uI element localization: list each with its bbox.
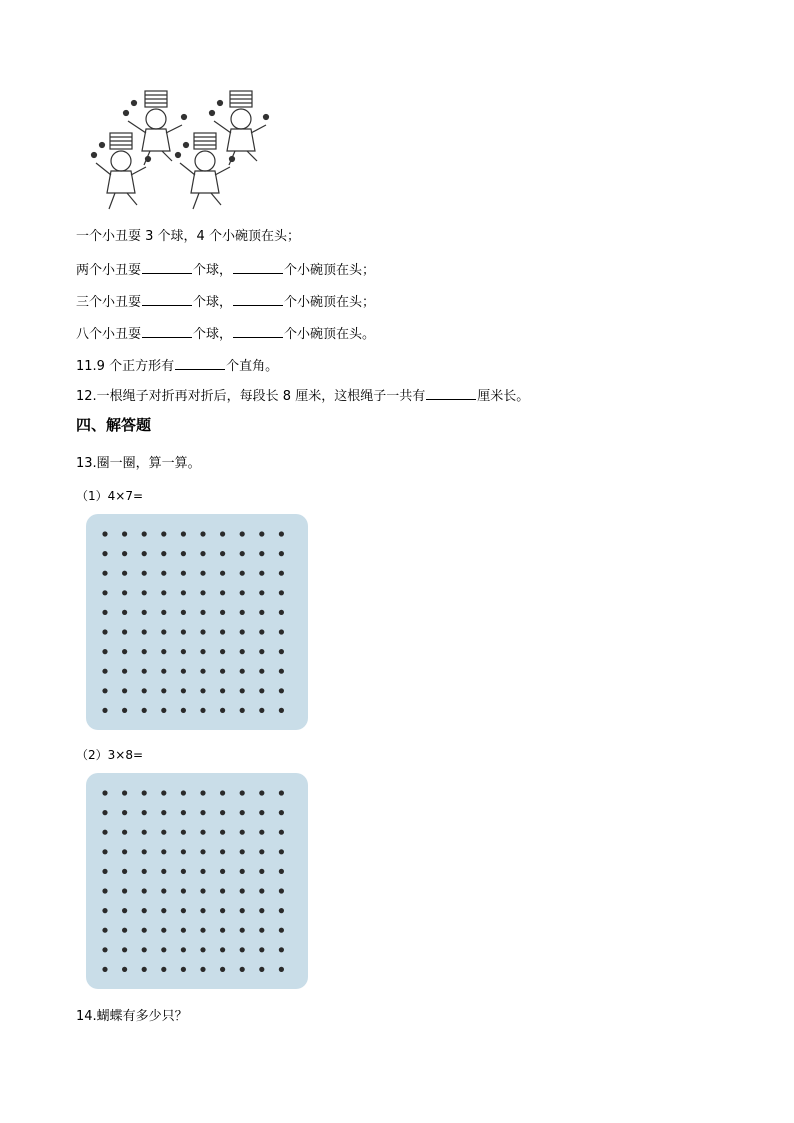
grid-dot bbox=[240, 708, 245, 713]
grid-dot bbox=[200, 928, 205, 933]
grid-dot bbox=[181, 688, 186, 693]
grid-dot bbox=[279, 551, 284, 556]
grid-dot bbox=[279, 947, 284, 952]
grid-dot bbox=[161, 571, 166, 576]
grid-dot bbox=[122, 810, 127, 815]
grid-dot bbox=[279, 590, 284, 595]
grid-dot bbox=[161, 869, 166, 874]
grid-dot bbox=[259, 947, 264, 952]
grid-dot bbox=[161, 590, 166, 595]
grid-dot bbox=[142, 649, 147, 654]
grid-dot bbox=[240, 551, 245, 556]
grid-dot bbox=[279, 928, 284, 933]
clown-figure-4 bbox=[176, 133, 235, 209]
grid-dot bbox=[240, 888, 245, 893]
grid-dot bbox=[122, 610, 127, 615]
grid-dot bbox=[102, 888, 107, 893]
grid-dot bbox=[122, 649, 127, 654]
grid-dot bbox=[122, 688, 127, 693]
grid-dot bbox=[161, 810, 166, 815]
grid-dot bbox=[200, 649, 205, 654]
grid-dot bbox=[102, 810, 107, 815]
grid-dot bbox=[161, 708, 166, 713]
grid-dot bbox=[220, 551, 225, 556]
grid-dot bbox=[279, 888, 284, 893]
grid-dot bbox=[102, 790, 107, 795]
grid-dot bbox=[142, 629, 147, 634]
text: 三个小丑耍 bbox=[76, 295, 142, 310]
grid-dot bbox=[142, 810, 147, 815]
grid-dot bbox=[279, 790, 284, 795]
grid-dot bbox=[259, 810, 264, 815]
grid-dot bbox=[142, 947, 147, 952]
answer-blank[interactable] bbox=[426, 386, 476, 400]
text: 厘米长。 bbox=[477, 389, 530, 404]
grid-dot bbox=[161, 669, 166, 674]
grid-dot bbox=[161, 688, 166, 693]
grid-dot bbox=[220, 629, 225, 634]
grid-dot bbox=[181, 790, 186, 795]
grid-dot bbox=[200, 551, 205, 556]
grid-dot bbox=[259, 790, 264, 795]
grid-dot bbox=[240, 531, 245, 536]
grid-dot bbox=[142, 551, 147, 556]
grid-dot bbox=[122, 967, 127, 972]
grid-dot bbox=[220, 967, 225, 972]
grid-dot bbox=[259, 590, 264, 595]
grid-dot bbox=[102, 571, 107, 576]
grid-dot bbox=[181, 888, 186, 893]
grid-dot bbox=[122, 928, 127, 933]
grid-dot bbox=[279, 708, 284, 713]
grid-dot bbox=[200, 790, 205, 795]
grid-dot bbox=[102, 590, 107, 595]
grid-dot bbox=[122, 790, 127, 795]
grid-dot bbox=[142, 571, 147, 576]
question-14-title: 14.蝴蝶有多少只？ bbox=[76, 1009, 188, 1024]
question-12 bbox=[76, 386, 529, 406]
grid-dot bbox=[240, 669, 245, 674]
text: 12.一根绳子对折再对折后，每段长 8 厘米，这根绳子一共有 bbox=[76, 389, 426, 404]
clowns-illustration bbox=[90, 85, 270, 213]
grid-dot bbox=[279, 669, 284, 674]
grid-dot bbox=[142, 830, 147, 835]
grid-dot bbox=[161, 849, 166, 854]
grid-dot bbox=[122, 888, 127, 893]
dot-grid-2[interactable] bbox=[86, 773, 308, 989]
grid-dot bbox=[279, 629, 284, 634]
grid-dot bbox=[220, 947, 225, 952]
grid-dot bbox=[279, 967, 284, 972]
grid-dot bbox=[240, 590, 245, 595]
question-13-title: 13.圈一圈，算一算。 bbox=[76, 456, 201, 471]
grid-dot bbox=[200, 571, 205, 576]
grid-dot bbox=[161, 928, 166, 933]
grid-dot bbox=[142, 688, 147, 693]
grid-dot bbox=[240, 830, 245, 835]
grid-dot bbox=[220, 590, 225, 595]
grid-dot bbox=[200, 610, 205, 615]
grid-dot bbox=[259, 908, 264, 913]
answer-blank[interactable] bbox=[142, 324, 192, 338]
question-13-part-1: （1）4×7= bbox=[76, 489, 144, 503]
grid-dot bbox=[220, 928, 225, 933]
text: 个直角。 bbox=[226, 359, 279, 374]
grid-dot bbox=[200, 669, 205, 674]
grid-dot bbox=[220, 688, 225, 693]
grid-dot bbox=[181, 531, 186, 536]
grid-dot bbox=[200, 810, 205, 815]
grid-dot bbox=[142, 790, 147, 795]
text: 个小碗顶在头； bbox=[284, 263, 376, 278]
grid-dot bbox=[142, 967, 147, 972]
grid-dot bbox=[220, 830, 225, 835]
grid-dot bbox=[142, 869, 147, 874]
grid-dot bbox=[259, 708, 264, 713]
grid-dot bbox=[220, 810, 225, 815]
grid-dot bbox=[122, 908, 127, 913]
grid-dot bbox=[142, 531, 147, 536]
grid-dot bbox=[200, 888, 205, 893]
grid-dot bbox=[200, 947, 205, 952]
grid-dot bbox=[122, 629, 127, 634]
dot-grid-1-dots bbox=[86, 514, 308, 730]
grid-dot bbox=[102, 531, 107, 536]
answer-blank[interactable] bbox=[175, 356, 225, 370]
grid-dot bbox=[161, 908, 166, 913]
grid-dot bbox=[181, 629, 186, 634]
grid-dot bbox=[279, 869, 284, 874]
grid-dot bbox=[102, 849, 107, 854]
grid-dot bbox=[240, 629, 245, 634]
grid-dot bbox=[259, 888, 264, 893]
section-heading: 四、解答题 bbox=[76, 416, 152, 434]
grid-dot bbox=[122, 947, 127, 952]
grid-dot bbox=[161, 629, 166, 634]
grid-dot bbox=[279, 810, 284, 815]
grid-dot bbox=[161, 551, 166, 556]
text: 两个小丑耍 bbox=[76, 263, 142, 278]
answer-blank[interactable] bbox=[142, 260, 192, 274]
grid-dot bbox=[259, 928, 264, 933]
dot-grid-1[interactable] bbox=[86, 514, 308, 730]
grid-dot bbox=[102, 551, 107, 556]
grid-dot bbox=[220, 610, 225, 615]
text: 个小碗顶在头。 bbox=[284, 327, 376, 342]
grid-dot bbox=[279, 571, 284, 576]
grid-dot bbox=[240, 967, 245, 972]
grid-dot bbox=[259, 849, 264, 854]
grid-dot bbox=[279, 908, 284, 913]
grid-dot bbox=[142, 590, 147, 595]
grid-dot bbox=[200, 590, 205, 595]
grid-dot bbox=[122, 830, 127, 835]
grid-dot bbox=[181, 849, 186, 854]
grid-dot bbox=[181, 708, 186, 713]
grid-dot bbox=[102, 947, 107, 952]
text: 11.9 个正方形有 bbox=[76, 359, 175, 374]
grid-dot bbox=[102, 967, 107, 972]
grid-dot bbox=[279, 849, 284, 854]
grid-dot bbox=[200, 531, 205, 536]
grid-dot bbox=[181, 810, 186, 815]
grid-dot bbox=[279, 830, 284, 835]
grid-dot bbox=[240, 849, 245, 854]
grid-dot bbox=[259, 531, 264, 536]
grid-dot bbox=[122, 571, 127, 576]
grid-dot bbox=[161, 830, 166, 835]
grid-dot bbox=[279, 610, 284, 615]
grid-dot bbox=[220, 888, 225, 893]
grid-dot bbox=[102, 649, 107, 654]
grid-dot bbox=[181, 928, 186, 933]
text: 个球， bbox=[193, 295, 233, 310]
grid-dot bbox=[220, 669, 225, 674]
grid-dot bbox=[259, 830, 264, 835]
grid-dot bbox=[102, 629, 107, 634]
grid-dot bbox=[181, 571, 186, 576]
grid-dot bbox=[240, 928, 245, 933]
grid-dot bbox=[200, 688, 205, 693]
grid-dot bbox=[181, 649, 186, 654]
grid-dot bbox=[142, 888, 147, 893]
clown-figure-2 bbox=[210, 91, 269, 165]
text: 个球， bbox=[193, 327, 233, 342]
grid-dot bbox=[122, 869, 127, 874]
grid-dot bbox=[161, 649, 166, 654]
grid-dot bbox=[240, 810, 245, 815]
grid-dot bbox=[122, 531, 127, 536]
grid-dot bbox=[220, 571, 225, 576]
grid-dot bbox=[240, 908, 245, 913]
grid-dot bbox=[279, 649, 284, 654]
text: 个小碗顶在头； bbox=[284, 295, 376, 310]
grid-dot bbox=[220, 708, 225, 713]
grid-dot bbox=[200, 869, 205, 874]
grid-dot bbox=[102, 928, 107, 933]
grid-dot bbox=[142, 610, 147, 615]
grid-dot bbox=[161, 531, 166, 536]
grid-dot bbox=[161, 947, 166, 952]
grid-dot bbox=[102, 688, 107, 693]
grid-dot bbox=[102, 908, 107, 913]
grid-dot bbox=[200, 967, 205, 972]
grid-dot bbox=[220, 790, 225, 795]
grid-dot bbox=[220, 908, 225, 913]
answer-blank[interactable] bbox=[233, 292, 283, 306]
grid-dot bbox=[240, 869, 245, 874]
grid-dot bbox=[259, 688, 264, 693]
clown-statement: 一个小丑耍 3 个球，4 个小碗顶在头； bbox=[76, 229, 300, 244]
grid-dot bbox=[181, 947, 186, 952]
grid-dot bbox=[259, 649, 264, 654]
grid-dot bbox=[240, 649, 245, 654]
grid-dot bbox=[200, 629, 205, 634]
grid-dot bbox=[161, 967, 166, 972]
grid-dot bbox=[102, 610, 107, 615]
grid-dot bbox=[240, 571, 245, 576]
grid-dot bbox=[240, 947, 245, 952]
grid-dot bbox=[102, 869, 107, 874]
grid-dot bbox=[161, 888, 166, 893]
grid-dot bbox=[259, 967, 264, 972]
clown-question-eight bbox=[76, 324, 375, 344]
text: 八个小丑耍 bbox=[76, 327, 142, 342]
grid-dot bbox=[142, 669, 147, 674]
grid-dot bbox=[200, 830, 205, 835]
grid-dot bbox=[142, 908, 147, 913]
grid-dot bbox=[102, 669, 107, 674]
grid-dot bbox=[240, 610, 245, 615]
grid-dot bbox=[181, 590, 186, 595]
grid-dot bbox=[181, 551, 186, 556]
grid-dot bbox=[102, 708, 107, 713]
question-11 bbox=[76, 356, 278, 376]
grid-dot bbox=[279, 531, 284, 536]
grid-dot bbox=[142, 928, 147, 933]
grid-dot bbox=[122, 849, 127, 854]
question-13-part-2: （2）3×8= bbox=[76, 748, 144, 762]
grid-dot bbox=[181, 967, 186, 972]
answer-blank[interactable] bbox=[142, 292, 192, 306]
grid-dot bbox=[200, 849, 205, 854]
grid-dot bbox=[259, 869, 264, 874]
grid-dot bbox=[181, 830, 186, 835]
grid-dot bbox=[259, 669, 264, 674]
grid-dot bbox=[122, 551, 127, 556]
grid-dot bbox=[181, 908, 186, 913]
grid-dot bbox=[200, 708, 205, 713]
grid-dot bbox=[259, 610, 264, 615]
grid-dot bbox=[220, 869, 225, 874]
answer-blank[interactable] bbox=[233, 260, 283, 274]
grid-dot bbox=[259, 551, 264, 556]
grid-dot bbox=[122, 590, 127, 595]
clown-figure-3 bbox=[92, 133, 151, 209]
grid-dot bbox=[161, 790, 166, 795]
grid-dot bbox=[122, 669, 127, 674]
grid-dot bbox=[240, 790, 245, 795]
clown-question-two bbox=[76, 260, 375, 280]
grid-dot bbox=[220, 649, 225, 654]
grid-dot bbox=[181, 869, 186, 874]
grid-dot bbox=[259, 629, 264, 634]
clown-question-three bbox=[76, 292, 375, 312]
grid-dot bbox=[200, 908, 205, 913]
grid-dot bbox=[122, 708, 127, 713]
dot-grid-2-dots bbox=[86, 773, 308, 989]
grid-dot bbox=[220, 849, 225, 854]
grid-dot bbox=[220, 531, 225, 536]
grid-dot bbox=[259, 571, 264, 576]
grid-dot bbox=[142, 708, 147, 713]
grid-dot bbox=[102, 830, 107, 835]
grid-dot bbox=[181, 669, 186, 674]
text: 个球， bbox=[193, 263, 233, 278]
grid-dot bbox=[279, 688, 284, 693]
grid-dot bbox=[142, 849, 147, 854]
grid-dot bbox=[161, 610, 166, 615]
grid-dot bbox=[240, 688, 245, 693]
answer-blank[interactable] bbox=[233, 324, 283, 338]
grid-dot bbox=[181, 610, 186, 615]
